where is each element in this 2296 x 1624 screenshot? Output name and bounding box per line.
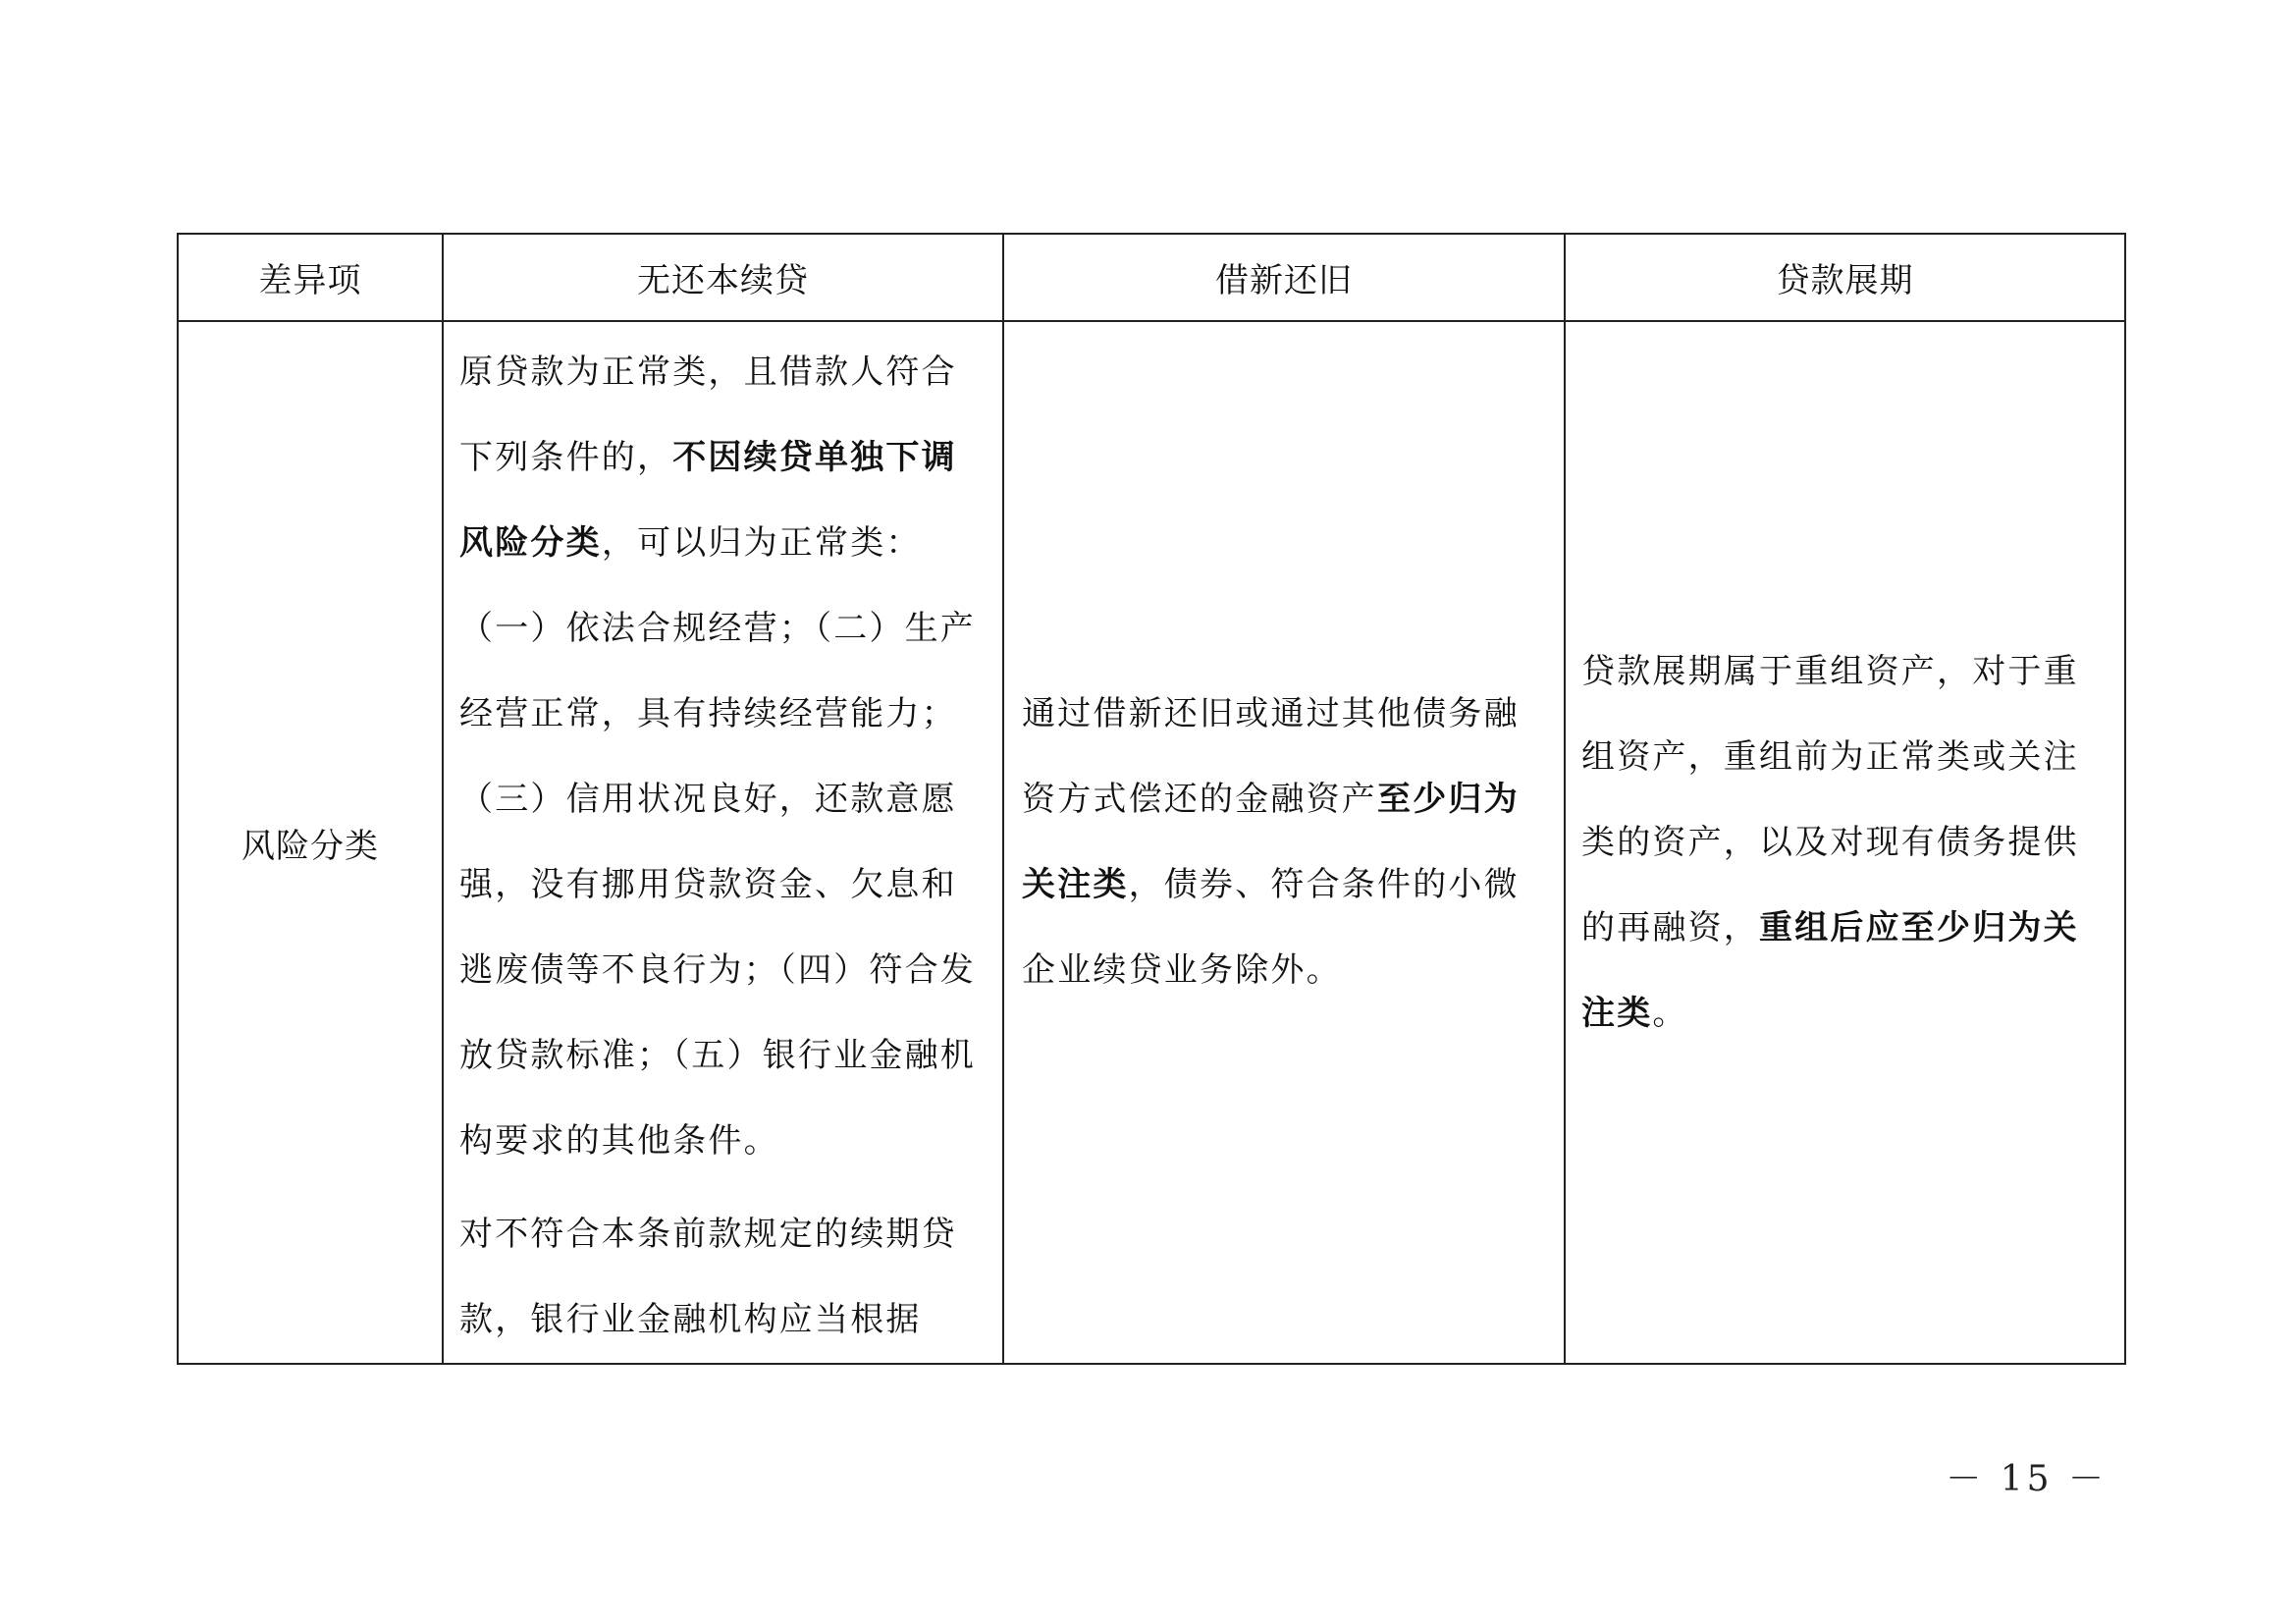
cell-loan-extension xyxy=(1565,321,2125,1364)
text-segment: 原贷款为正常类，且借款人符合下列条件的， xyxy=(459,352,957,477)
row-label-risk-classification: 风险分类 xyxy=(178,321,443,1364)
emphasis-text: 不因续贷单独下调风险分类 xyxy=(459,438,957,563)
cell-borrow-new-repay-old xyxy=(1003,321,1565,1364)
text-segment: 贷款展期属于重组资产，对于重组资产，重组前为正常类或关注类的资产，以及对现有债务提供的再融资， xyxy=(1581,651,2079,947)
text-segment: 。 xyxy=(1652,993,1688,1033)
header-no-repay-renewal: 无还本续贷 xyxy=(443,234,1003,321)
text-segment: ，债券、符合条件的小微企业续贷业务除外。 xyxy=(1022,865,1520,990)
text-segment: 通过借新还旧或通过其他债务融资方式偿还的金融资产 xyxy=(1022,694,1520,819)
emphasis-text: 重组后应至少归为关注类 xyxy=(1581,907,2079,1033)
cell-no-repay-renewal xyxy=(443,321,1003,1364)
cell-text-paragraph-2: 对不符合本条前款规定的续期贷款，银行业金融机构应当根据 xyxy=(459,1215,957,1339)
cell-text xyxy=(1566,629,2124,1056)
cell-text xyxy=(1004,672,1564,1013)
header-difference-item: 差异项 xyxy=(178,234,443,321)
table-row xyxy=(178,321,2125,1364)
text-segment: ，可以归为正常类：（一）依法合规经营；（二）生产经营正常，具有持续经营能力；（三）信用状况良好，还款意愿强，没有挪用贷款资金、欠息和逃废债等不良行为；（四）符合发放贷款标准；（五）银行业金融机构要求的其他条件。 xyxy=(459,523,976,1161)
header-borrow-new-repay-old: 借新还旧 xyxy=(1003,234,1565,321)
comparison-table xyxy=(177,233,2126,1365)
cell-text xyxy=(444,330,1002,1184)
table-header-row xyxy=(178,234,2125,321)
emphasis-text: 至少归为关注类 xyxy=(1022,780,1520,904)
header-loan-extension: 贷款展期 xyxy=(1565,234,2125,321)
page-number: － 15 － xyxy=(1946,1459,2108,1499)
